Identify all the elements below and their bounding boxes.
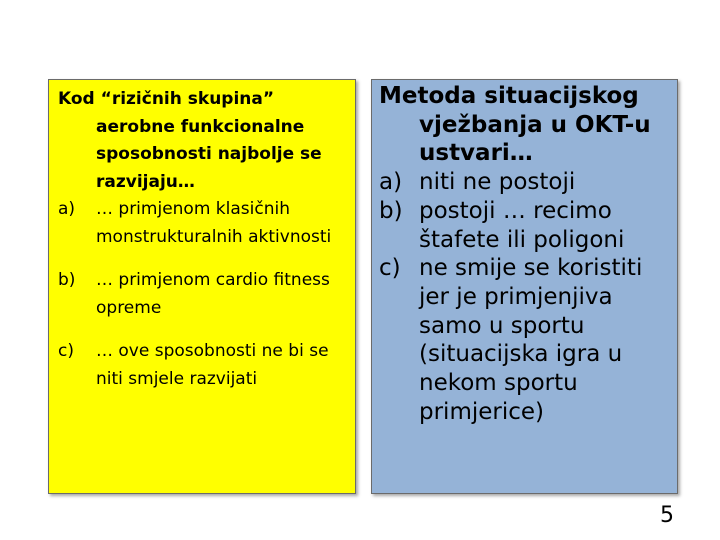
right-option-c xyxy=(379,254,675,426)
right-option-c-text: ne smije se koristiti jer je primjenjiva samo u sportu (situacijska igra u nekom sportu primjerice) xyxy=(419,255,643,425)
right-option-a-text: niti ne postoji xyxy=(419,169,576,196)
left-question-content xyxy=(58,86,350,393)
left-question-title xyxy=(58,86,350,196)
left-option-c-text: … ove sposobnosti ne bi se niti smjele razvijati xyxy=(96,341,329,389)
right-option-a-letter: a) xyxy=(379,169,403,196)
right-option-a xyxy=(379,168,675,197)
right-question-title xyxy=(379,82,675,168)
left-option-b-letter: b) xyxy=(58,270,76,290)
right-option-b xyxy=(379,197,675,254)
left-title-rest: aerobne funkcionalne sposobnosti najbolje se razvijaju… xyxy=(96,116,322,192)
right-title-line1: Metoda situacijskog xyxy=(379,83,639,109)
left-option-a-letter: a) xyxy=(58,199,76,219)
page-number: 5 xyxy=(660,503,674,528)
left-option-b-text: … primjenom cardio fitness opreme xyxy=(96,270,330,318)
left-title-line1: Kod “rizičnih skupina” xyxy=(58,89,275,109)
right-option-c-letter: c) xyxy=(379,255,401,282)
right-question-content xyxy=(379,82,675,426)
right-title-rest: vježbanja u OKT-u ustvari… xyxy=(419,111,651,167)
left-option-c-letter: c) xyxy=(58,341,74,361)
left-option-b xyxy=(58,267,350,322)
left-option-a-text: … primjenom klasičnih monstrukturalnih aktivnosti xyxy=(96,199,332,247)
right-option-b-text: postoji … recimo štafete ili poligoni xyxy=(419,197,625,253)
left-option-c xyxy=(58,338,350,393)
left-option-a xyxy=(58,196,350,251)
right-option-b-letter: b) xyxy=(379,197,403,224)
